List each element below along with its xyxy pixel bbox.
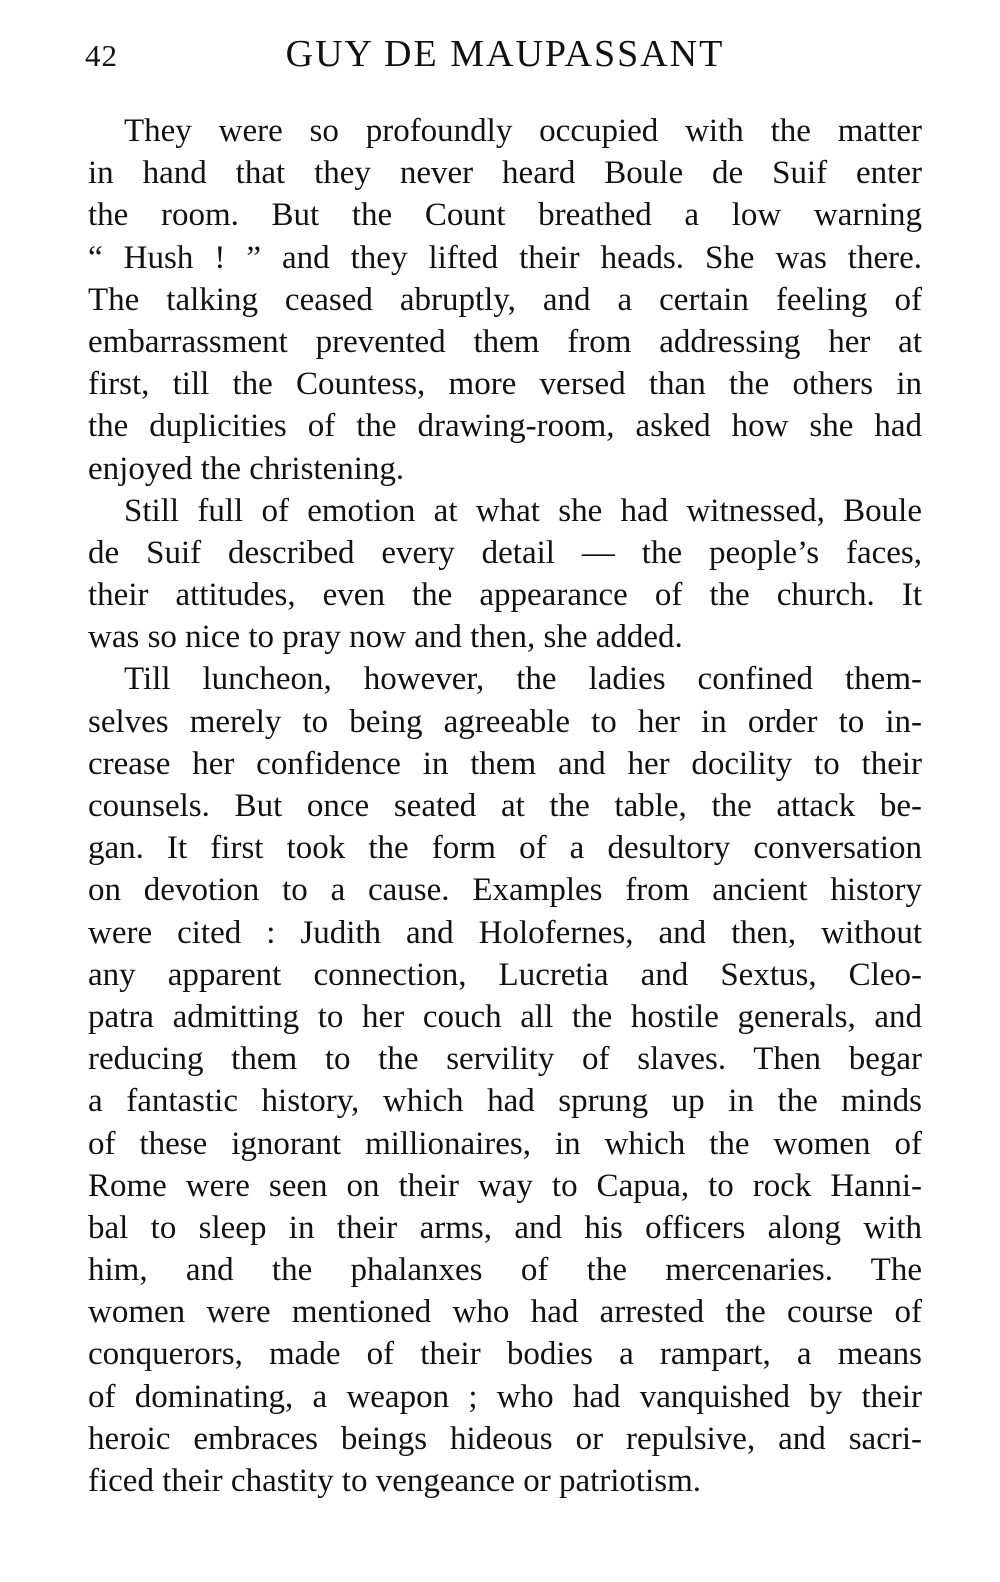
text-line: of dominating, a weapon ; who had vanquished by their [88, 1378, 922, 1415]
text-line: “ Hush ! ” and they lifted their heads. She was there. [88, 239, 922, 276]
text-line: the duplicities of the drawing-room, asked how she had [88, 408, 922, 445]
text-line: embarrassment prevented them from addressing her at [88, 323, 922, 360]
text-line: counsels. But once seated at the table, the attack be- [88, 788, 922, 824]
text-line: crease her confidence in them and her docility to their [88, 745, 922, 782]
body-text [88, 110, 922, 1502]
text-line: a fantastic history, which had sprung up in the minds [88, 1083, 922, 1120]
text-line: of these ignorant millionaires, in which the women of [88, 1125, 922, 1162]
page-header [85, 28, 925, 78]
text-line: women were mentioned who had arrested the course of [88, 1294, 922, 1331]
text-line: conquerors, made of their bodies a rampart, a means [88, 1336, 922, 1373]
text-line: Till luncheon, however, the ladies confined them- [124, 661, 922, 698]
text-line: was so nice to pray now and then, she added. [88, 619, 683, 656]
text-line: gan. It first took the form of a desultory conversation [88, 830, 922, 867]
paragraph-1 [88, 110, 922, 490]
text-line: Rome were seen on their way to Capua, to rock Hanni- [88, 1167, 922, 1204]
text-line: ficed their chastity to vengeance or patriotism. [88, 1463, 702, 1499]
running-head: GUY DE MAUPASSANT [285, 33, 725, 75]
text-line: were cited : Judith and Holofernes, and then, without [88, 914, 922, 951]
text-line: bal to sleep in their arms, and his officers along with [88, 1209, 922, 1246]
text-line: in hand that they never heard Boule de Suif enter [88, 155, 922, 192]
text-line: Still full of emotion at what she had witnessed, Boule [124, 492, 922, 529]
text-line: reducing them to the servility of slaves. Then begar [88, 1041, 922, 1078]
text-line: The talking ceased abruptly, and a certain feeling of [88, 281, 922, 318]
text-line: enjoyed the christening. [88, 450, 405, 487]
text-line: selves merely to being agreeable to her in order to in- [88, 703, 922, 740]
page-number: 42 [85, 38, 118, 73]
paragraph-3 [88, 658, 922, 1502]
text-line: de Suif described every detail — the people’s faces, [88, 534, 922, 571]
text-line: patra admitting to her couch all the hostile generals, and [88, 998, 922, 1035]
text-line: on devotion to a cause. Examples from ancient history [88, 872, 922, 909]
text-line: their attitudes, even the appearance of the church. It [88, 577, 922, 614]
text-line: heroic embraces beings hideous or repulsive, and sacri- [88, 1420, 922, 1457]
text-line: first, till the Countess, more versed than the others in [88, 366, 922, 403]
paragraph-2 [88, 490, 922, 659]
text-line: the room. But the Count breathed a low warning [88, 197, 922, 234]
text-line: any apparent connection, Lucretia and Sextus, Cleo- [88, 956, 922, 993]
text-line: him, and the phalanxes of the mercenaries. The [88, 1252, 922, 1289]
text-line: They were so profoundly occupied with the matter [124, 113, 922, 149]
